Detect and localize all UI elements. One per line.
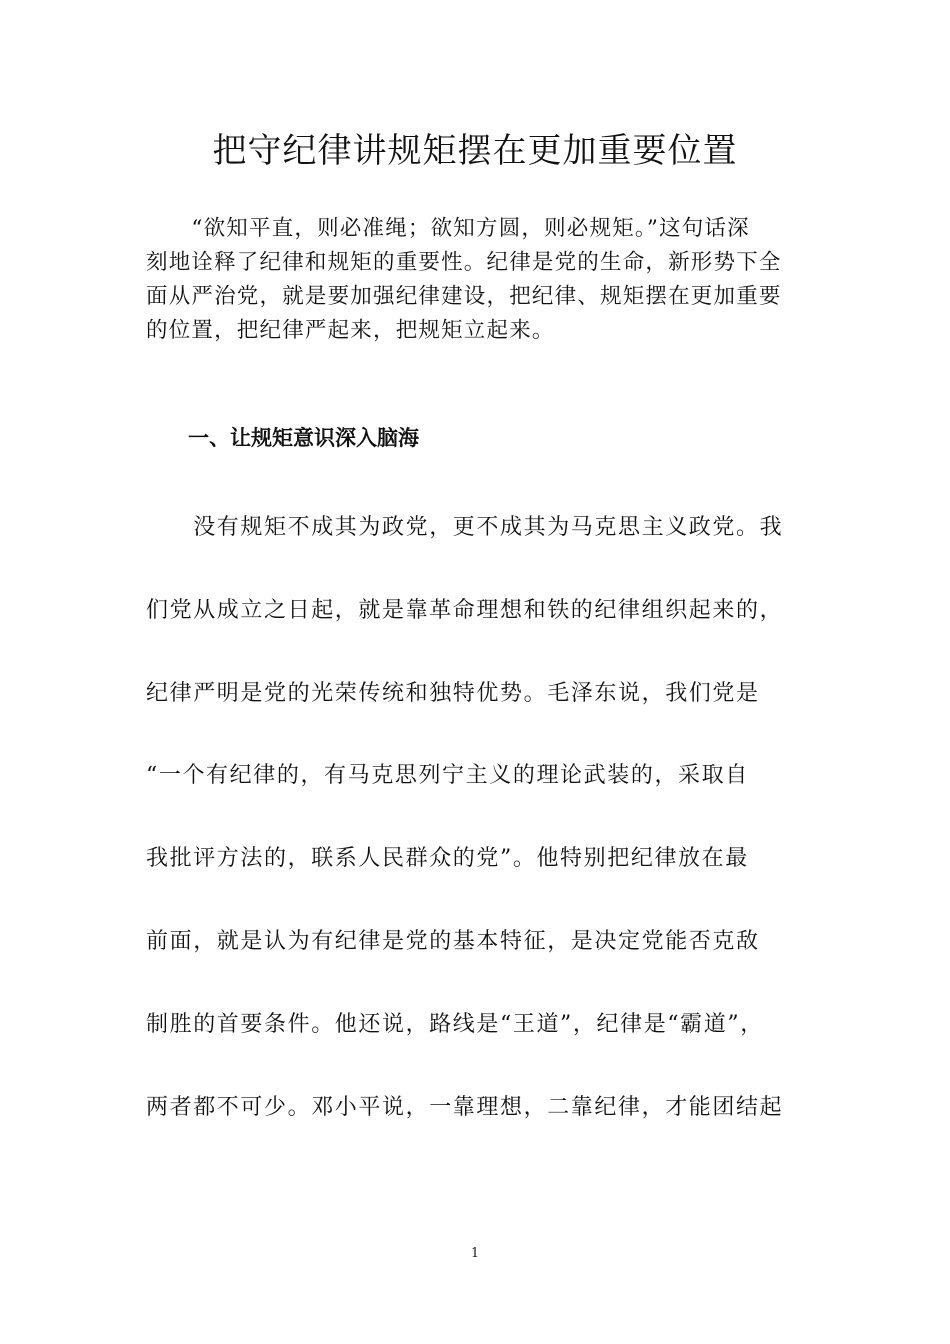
page-number: 1 (470, 1246, 480, 1261)
body-paragraph (146, 510, 826, 1172)
intro-line: 面从严治党，就是要加强纪律建设，把纪律、规矩摆在更加重要 (146, 284, 782, 309)
body-line: “一个有纪律的，有马克思列宁主义的理论武装的，采取自 (146, 763, 749, 789)
body-line: 前面，就是认为有纪律是党的基本特征，是决定党能否克敌 (146, 928, 760, 954)
body-line: 两者都不可少。邓小平说，一靠理想，二靠纪律，才能团结起 (146, 1094, 784, 1120)
intro-paragraph (146, 212, 826, 348)
body-line: 我批评方法的，联系人民群众的党”。他特别把纪律放在最 (146, 846, 749, 872)
section-heading: 一、让规矩意识深入脑海 (188, 426, 419, 450)
document-title: 把守纪律讲规矩摆在更加重要位置 (212, 131, 738, 171)
body-line: 没有规矩不成其为政党，更不成其为马克思主义政党。我 (146, 515, 784, 540)
intro-line: “欲知平直，则必准绳；欲知方圆，则必规矩。”这句话深 (146, 216, 750, 241)
body-line: 制胜的首要条件。他还说，路线是“王道”，纪律是“霸道”， (146, 1011, 764, 1037)
body-line: 纪律严明是党的光荣传统和独特优势。毛泽东说，我们党是 (146, 680, 760, 706)
intro-line: 的位置，把纪律严起来，把规矩立起来。 (146, 318, 555, 343)
intro-line: 刻地诠释了纪律和规矩的重要性。纪律是党的生命，新形势下全 (146, 250, 782, 275)
body-line: 们党从成立之日起，就是靠革命理想和铁的纪律组织起来的， (146, 597, 784, 623)
